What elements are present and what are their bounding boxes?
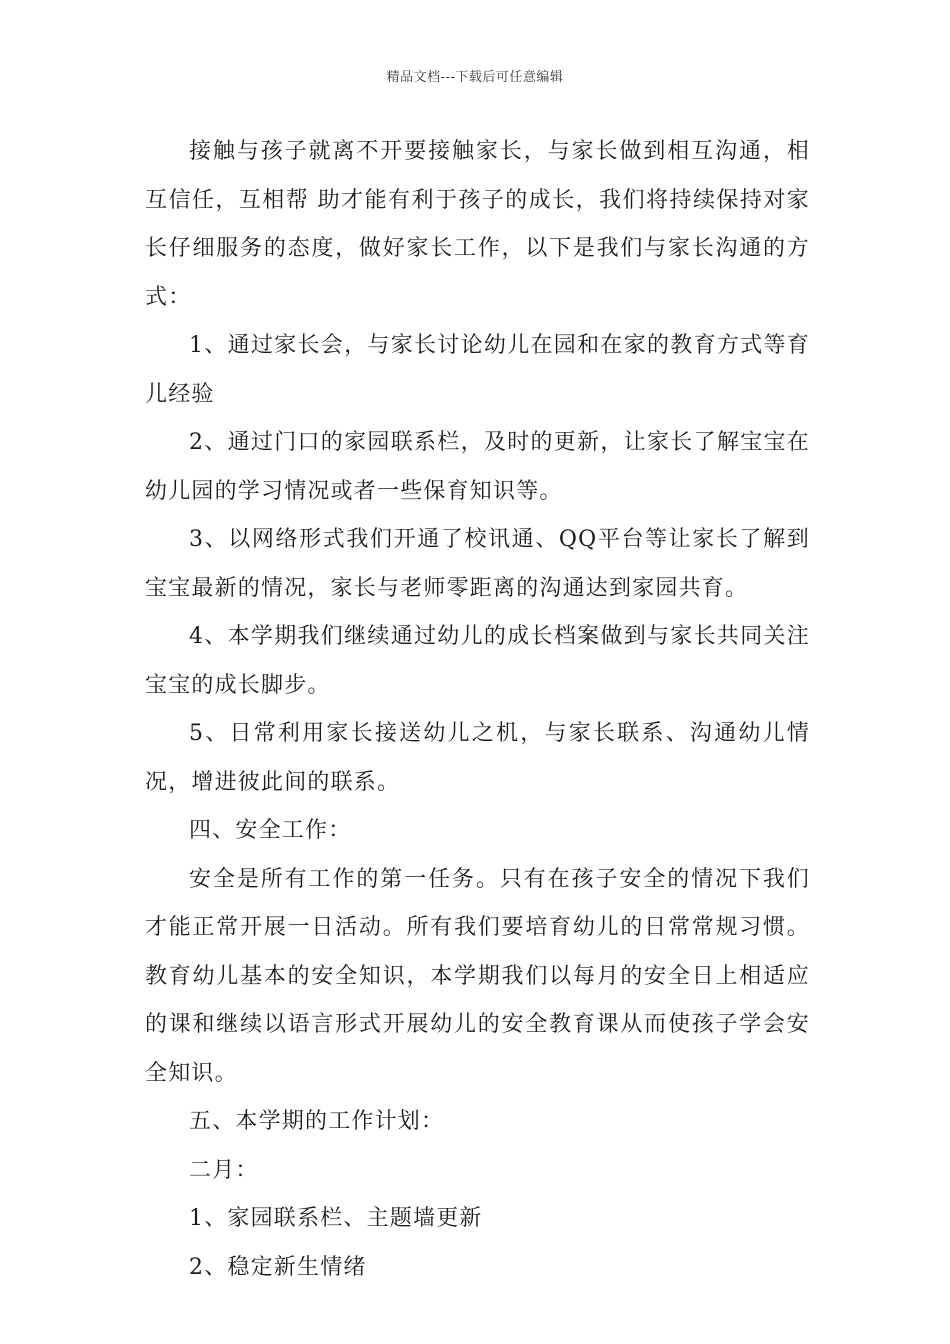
month-heading-february: 二月： [189, 1157, 259, 1183]
paragraph-item-1: 1、通过家长会，与家长讨论幼儿在园和在家的教育方式等育儿经验 [145, 333, 810, 407]
paragraph-item-3: 3、以网络形式我们开通了校讯通、QQ平台等让家长了解到宝宝最新的情况，家长与老师零距离的沟通达到家园共育。 [145, 527, 810, 601]
paragraph-item-4: 4、本学期我们继续通过幼儿的成长档案做到与家长共同关注宝宝的成长脚步。 [145, 624, 810, 698]
document-body [145, 128, 810, 1292]
page-header: 精品文档---下载后可任意编辑 [386, 70, 564, 85]
paragraph-parent-communication-intro: 接触与孩子就离不开要接触家长，与家长做到相互沟通，相互信任，互相帮 助才能有利于孩子的成长，我们将持续保持对家长仔细服务的态度，做好家长工作，以下是我们与家长沟通的方式： [145, 139, 810, 310]
section-heading-work-plan: 五、本学期的工作计划： [189, 1109, 445, 1134]
plan-item-2: 2、稳定新生情绪 [189, 1254, 367, 1280]
plan-item-1: 1、家园联系栏、主题墙更新 [189, 1206, 483, 1231]
paragraph-item-5: 5、日常利用家长接送幼儿之机，与家长联系、沟通幼儿情况，增进彼此间的联系。 [145, 721, 810, 795]
section-heading-safety: 四、安全工作： [189, 818, 352, 843]
paragraph-item-2: 2、通过门口的家园联系栏，及时的更新，让家长了解宝宝在幼儿园的学习情况或者一些保育知识等。 [145, 430, 810, 504]
paragraph-safety: 安全是所有工作的第一任务。只有在孩子安全的情况下我们才能正常开展一日活动。所有我们要培育幼儿的日常常规习惯。教育幼儿基本的安全知识，本学期我们以每月的安全日上相适应的课和继续以语言形式开展幼儿的安全教育课从而使孩子学会安全知识。 [145, 866, 810, 1086]
